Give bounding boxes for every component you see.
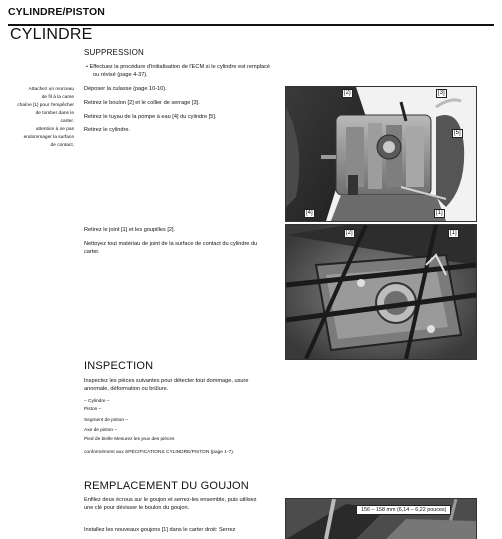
step-1: Déposer la culasse (page 10-10). (84, 86, 167, 92)
suppression-heading: SUPPRESSION (84, 48, 144, 57)
goujon-line-3: Installez les nouveaux goujons [1] dans le carter droit: Serrez (84, 527, 236, 533)
callout-2: [2] (344, 90, 351, 96)
callout-1: [1] (436, 210, 443, 216)
side-note-line: chaîne [1] pour l'empêcher (17, 103, 74, 108)
inspection-item: Piston – (84, 407, 102, 412)
inspection-heading: INSPECTION (84, 360, 154, 372)
gasket-photo (285, 224, 477, 360)
callout-2: [2] (346, 230, 353, 236)
side-note-line: Attachez un morceau (28, 87, 74, 92)
step-5: Retirez le joint [1] et les goupilles [2]. (84, 227, 176, 233)
cylinder-photo-illustration (286, 87, 476, 221)
inspection-item: Segment de piston – (84, 418, 129, 423)
gasket-photo-illustration (286, 225, 476, 359)
side-note-line: carter. (60, 119, 74, 124)
step-6: Nettoyez tout matériau de joint de la surface de contact du cylindre du (84, 241, 258, 247)
inspection-footer: conformément aux SPÉCIFICATIONS CYLINDRE/PISTON (page 1-7). (84, 450, 235, 455)
side-note-line: attention à ne pas (35, 127, 74, 132)
side-note-line: endommager la surface (23, 135, 74, 140)
cylinder-removal-photo (285, 86, 477, 222)
page-title: CYLINDRE (10, 26, 93, 43)
callout-4: [4] (306, 210, 313, 216)
step-4: Retirez le cylindre. (84, 127, 131, 133)
goujon-line-2: une clé pour dévisser le boulon du goujon. (84, 505, 190, 511)
side-note-line: de tomber dans le (35, 111, 74, 116)
stud-length-caption: 156 – 158 mm (6,14 – 6,22 pouces) (356, 505, 451, 515)
inspection-item: Pied de bielle Mesurez les jeux des pièces (84, 437, 175, 442)
goujon-line-1: Enfilez deux écrous sur le goujon et serrez-les ensemble, puis utilisez (84, 497, 257, 503)
suppression-bullet: • Effectuez la procédure d'initialisation de l'ECM si le cylindre est remplacé (86, 64, 271, 70)
inspection-intro-2: anormale, déformation ou brûlure. (84, 386, 169, 392)
side-note-line: de contact. (50, 143, 74, 148)
side-note (8, 86, 74, 150)
inspection-item: Axe de piston – (84, 428, 118, 433)
callout-5: [5] (454, 130, 461, 136)
step-2: Retirez le boulon [2] et le collier de serrage [3]. (84, 100, 200, 106)
goujon-heading: REMPLACEMENT DU GOUJON (84, 480, 249, 492)
step-6-cont: carter. (84, 249, 100, 255)
step-3: Retirez le tuyau de la pompe à eau [4] du cylindre [5]. (84, 114, 217, 120)
stud-photo (285, 498, 477, 539)
inspection-intro-1: Inspectez les pièces suivantes pour détecter tout dommage, usure (84, 378, 249, 384)
inspection-item: – Cylindre – (84, 399, 110, 404)
section-header: CYLINDRE/PISTON (8, 6, 105, 18)
callout-3: [3] (438, 90, 445, 96)
callout-1: [1] (450, 230, 457, 236)
suppression-bullet-cont: ou révisé (page 4-37). (93, 72, 148, 78)
side-note-line: de fil à la came (41, 95, 74, 100)
